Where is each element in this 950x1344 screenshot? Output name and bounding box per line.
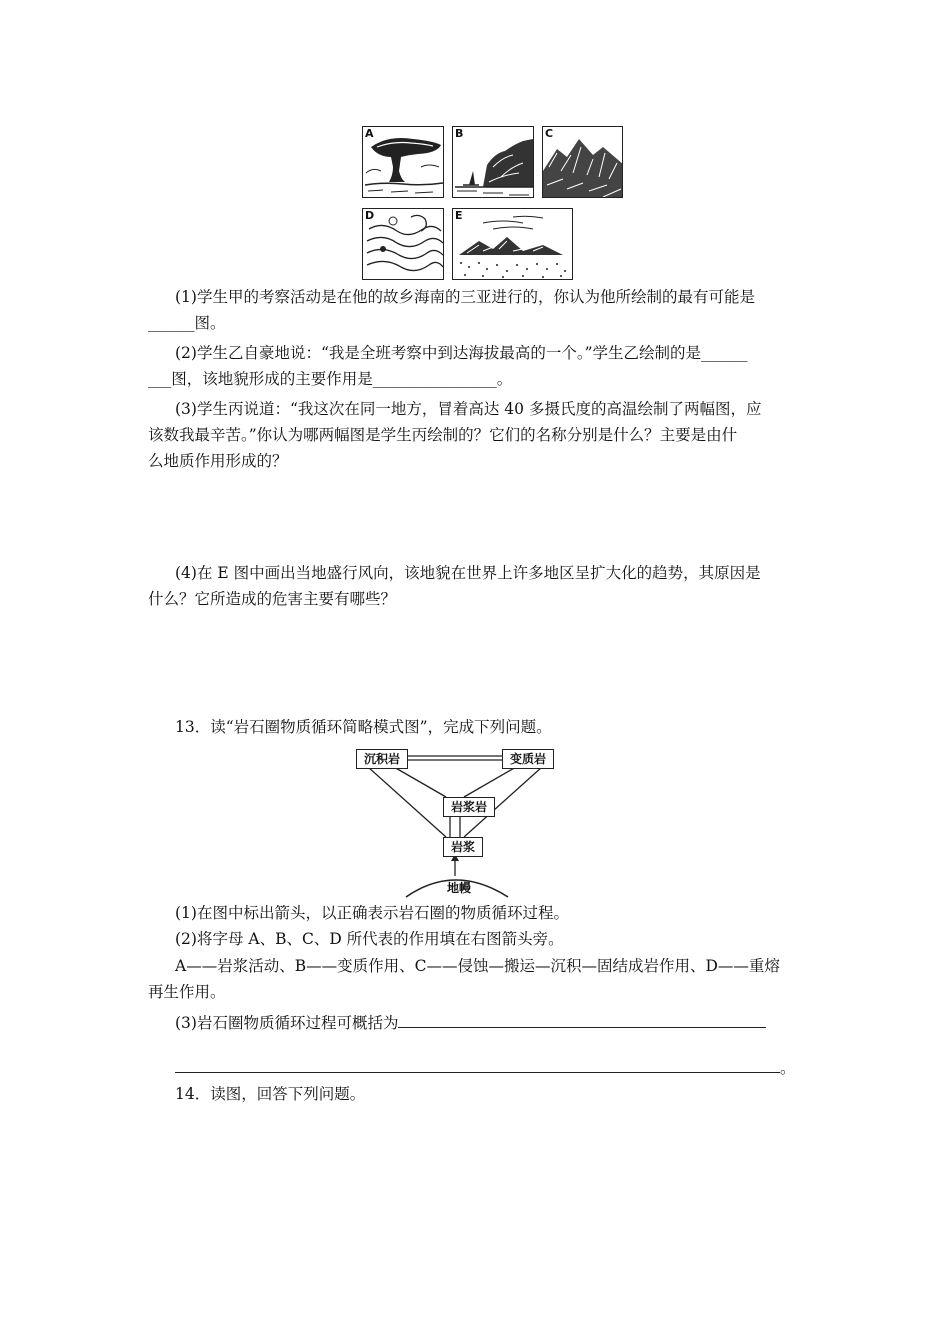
box-metamorphic-rock: 变质岩	[502, 749, 554, 769]
q12-part1-line1: (1)学生甲的考察活动是在他的故乡海南的三亚进行的，你认为他所绘制的最有可能是	[175, 288, 755, 306]
figure-a-sketch	[363, 127, 444, 198]
figure-e	[452, 208, 573, 280]
rock-cycle-diagram	[350, 745, 560, 900]
q13-legend-line2: 再生作用。	[148, 983, 226, 1001]
label-mantle: 地幔	[446, 881, 471, 895]
q12-part1-line2	[148, 313, 226, 333]
q12-part3-line3: 么地质作用形成的？	[148, 452, 288, 470]
q13-part3-answer-blank	[398, 1012, 766, 1028]
figure-c-sketch	[543, 127, 623, 198]
figure-a	[362, 126, 444, 198]
figure-b-label: B	[455, 127, 464, 140]
figure-e-sketch	[453, 209, 573, 280]
q12-part4-line2: 什么？它所造成的危害主要有哪些？	[148, 590, 397, 608]
q13-part3-text: (3)岩石圈物质循环过程可概括为	[175, 1014, 399, 1032]
q12-part3-line2: 该数我最辛苦。”你认为哪两幅图是学生丙绘制的？它们的名称分别是什么？主要是由什	[148, 426, 738, 444]
figure-d	[362, 208, 444, 280]
figure-a-label: A	[365, 127, 374, 140]
q13-end-mark: 。	[780, 1059, 796, 1077]
q13-part2: (2)将字母 A、B、C、D 所代表的作用填在右图箭头旁。	[175, 930, 564, 948]
box-sedimentary-rock: 沉积岩	[356, 749, 408, 769]
q12-part2-line2: ___图，该地貌形成的主要作用是________________。	[148, 370, 513, 388]
figure-b-sketch	[453, 127, 534, 198]
q13-legend-line1: A——岩浆活动、B——变质作用、C——侵蚀—搬运—沉积—固结成岩作用、D——重熔	[175, 957, 780, 975]
figure-c	[542, 126, 623, 198]
q13-part3-line2	[175, 1057, 796, 1078]
figure-d-sketch	[363, 209, 444, 280]
figure-b	[452, 126, 534, 198]
q13-part3-answer-blank-2	[175, 1057, 780, 1073]
q14-title: 14．读图，回答下列问题。	[175, 1085, 366, 1103]
figure-c-label: C	[545, 127, 554, 140]
box-igneous-rock: 岩浆岩	[443, 797, 495, 817]
q13-part1: (1)在图中标出箭头，以正确表示岩石圈的物质循环过程。	[175, 904, 569, 922]
figure-d-label: D	[365, 209, 375, 222]
q12-part4-line1: (4)在 E 图中画出当地盛行风向，该地貌在世界上许多地区呈扩大化的趋势，其原因是	[175, 564, 761, 582]
q12-part1-blank: ______	[148, 314, 195, 332]
box-magma: 岩浆	[443, 837, 483, 857]
q13-title: 13．读“岩石圈物质循环简略模式图”，完成下列问题。	[175, 718, 552, 736]
q13-part3	[175, 1012, 766, 1033]
figure-e-label: E	[455, 209, 463, 222]
q12-part1-end: 图。	[194, 314, 226, 332]
q12-part3-line1: (3)学生丙说道：“我这次在同一地方，冒着高达 40 多摄氏度的高温绘制了两幅图，应	[175, 400, 762, 418]
q12-part2-line1: (2)学生乙自豪地说：“我是全班考察中到达海拔最高的一个。”学生乙绘制的是______	[175, 344, 748, 362]
